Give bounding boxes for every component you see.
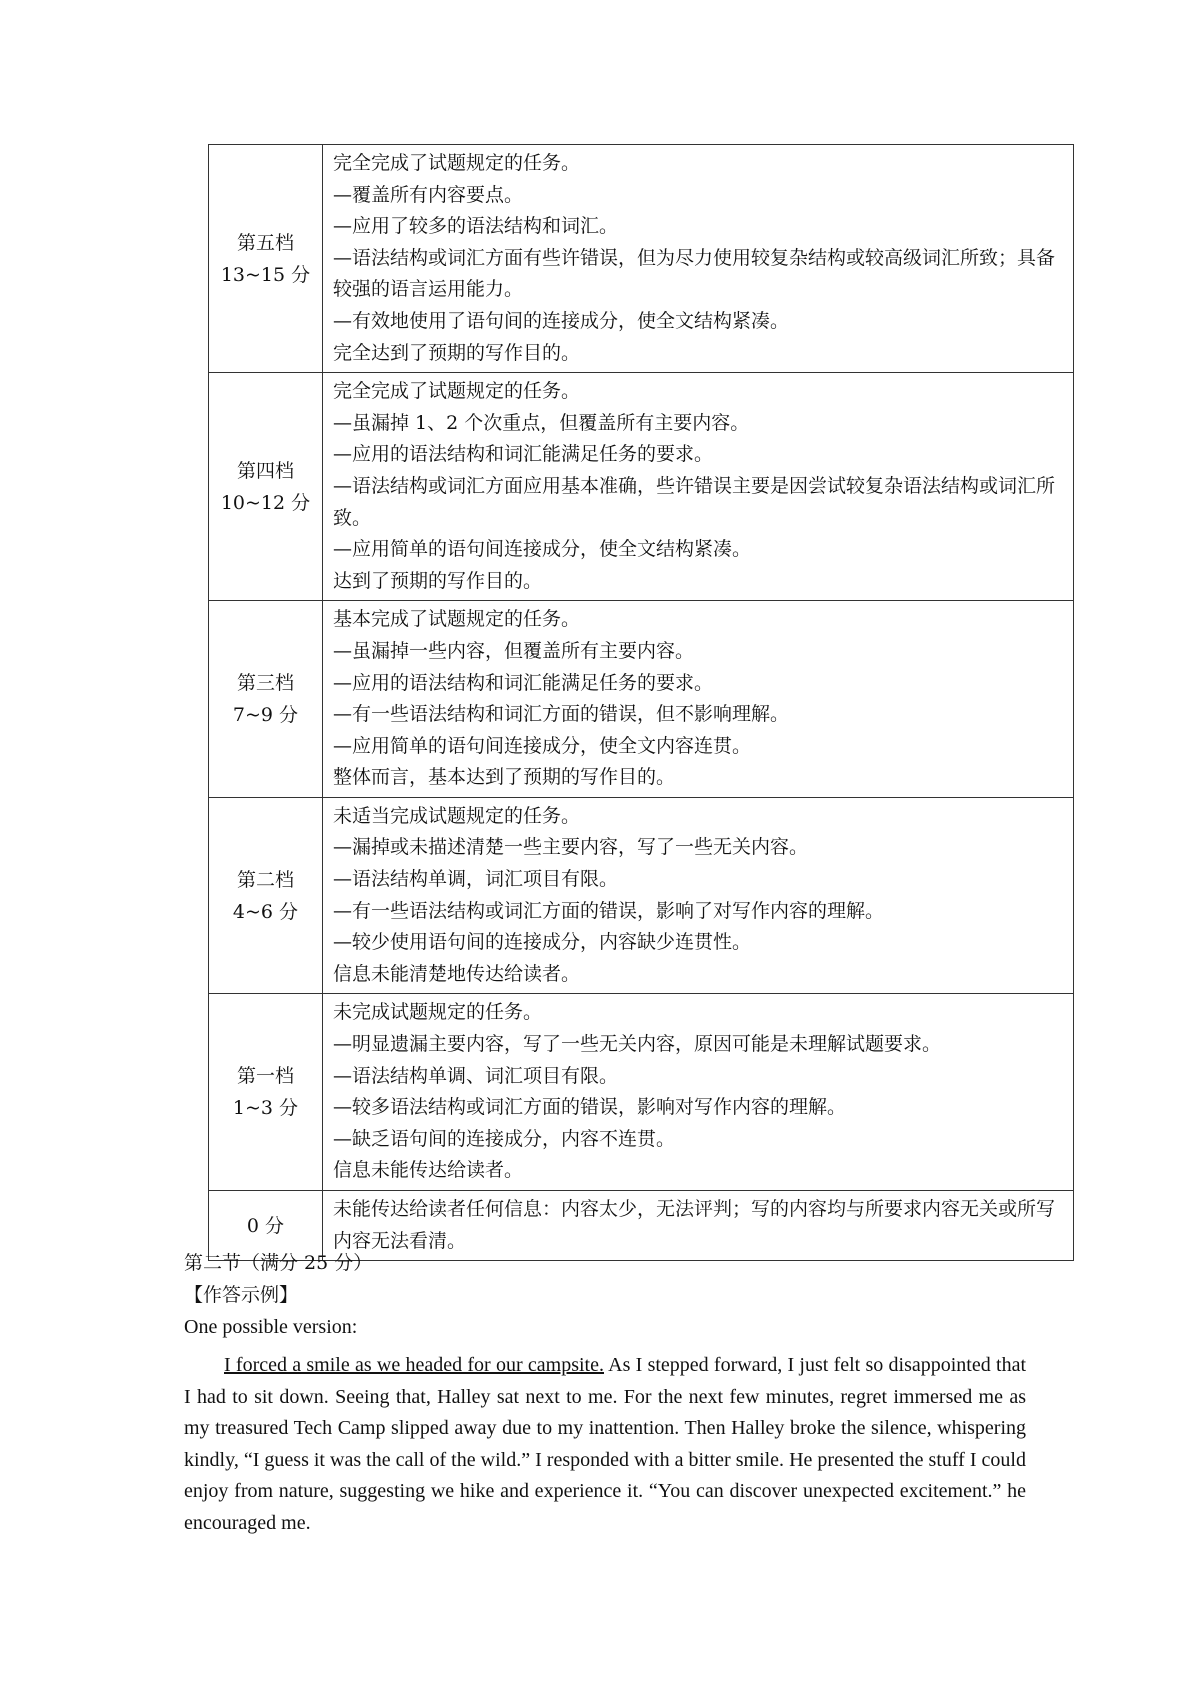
criteria-line: 完全完成了试题规定的任务。	[333, 380, 581, 403]
criteria-line: —语法结构或词汇方面应用基本准确，些许错误主要是因尝试较复杂语法结构或词汇所致。	[333, 474, 1056, 529]
score-band-name: 第四档	[236, 459, 294, 482]
essay-first-sentence: I forced a smile as we headed for our campsite.	[224, 1354, 604, 1376]
criteria-line: —有一些语法结构和词汇方面的错误，但不影响理解。	[333, 703, 790, 726]
score-band-row	[209, 797, 1074, 994]
score-band-range: 4~6 分	[232, 900, 299, 923]
criteria-line: —缺乏语句间的连接成分，内容不连贯。	[333, 1127, 676, 1150]
criteria-line: —语法结构或词汇方面有些许错误，但为尽力使用较复杂结构或较高级词汇所致；具备较强的语言运用能力。	[333, 246, 1056, 301]
criteria-line: 完全完成了试题规定的任务。	[333, 152, 581, 174]
criteria-line: 未适当完成试题规定的任务。	[333, 804, 581, 827]
score-band-name: 第五档	[236, 231, 294, 254]
score-band-name: 第三档	[236, 672, 294, 695]
criteria-line: 达到了预期的写作目的。	[333, 569, 543, 592]
score-band-cell	[209, 601, 323, 798]
score-band-row	[209, 994, 1074, 1191]
score-band-cell	[209, 994, 323, 1191]
criteria-line: —有一些语法结构或词汇方面的错误，影响了对写作内容的理解。	[333, 899, 885, 922]
criteria-cell	[323, 1191, 1074, 1261]
criteria-cell	[323, 601, 1074, 798]
example-label: 【作答示例】	[184, 1284, 299, 1306]
criteria-line: 整体而言，基本达到了预期的写作目的。	[333, 766, 676, 789]
criteria-line: 信息未能清楚地传达给读者。	[333, 962, 581, 985]
score-band-name: 第一档	[236, 1065, 294, 1088]
score-band-cell	[209, 145, 323, 373]
score-band-range: 10~12 分	[220, 491, 311, 514]
criteria-cell	[323, 994, 1074, 1191]
criteria-line: —明显遗漏主要内容，写了一些无关内容，原因可能是未理解试题要求。	[333, 1033, 942, 1056]
score-band-cell	[209, 373, 323, 601]
criteria-cell	[323, 145, 1074, 373]
criteria-cell	[323, 373, 1074, 601]
criteria-line: —应用简单的语句间连接成分，使全文结构紧凑。	[333, 538, 752, 561]
criteria-line: 信息未能传达给读者。	[333, 1159, 524, 1182]
score-band-range: 7~9 分	[232, 704, 299, 727]
score-band-range: 1~3 分	[232, 1097, 299, 1120]
criteria-line: —应用简单的语句间连接成分，使全文内容连贯。	[333, 734, 752, 757]
criteria-line: —虽漏掉一些内容，但覆盖所有主要内容。	[333, 639, 695, 662]
essay-body-text: As I stepped forward, I just felt so disappointed that I had to sit down. Seeing that, Halley sat next to me. For the next few minutes, regret immersed me as my treasured Tech Camp slipped away due to my inattention. Then Halley broke the silence, whispering kindly, “I guess it was the call of the wild.” I responded with a bitter smile. He presented the stuff I could enjoy from nature, suggesting we hike and experience it. “You can discover unexpected excitement.” he encouraged me.	[184, 1354, 1026, 1534]
score-band-row	[209, 601, 1074, 798]
score-band-row	[209, 373, 1074, 601]
score-band-range: 0 分	[246, 1214, 285, 1237]
criteria-line: —虽漏掉 1、2 个次重点，但覆盖所有主要内容。	[333, 411, 750, 434]
criteria-line: 基本完成了试题规定的任务。	[333, 608, 581, 631]
criteria-line: 未完成试题规定的任务。	[333, 1001, 543, 1024]
criteria-line: —应用的语法结构和词汇能满足任务的要求。	[333, 443, 714, 466]
criteria-line: —较多语法结构或词汇方面的错误，影响对写作内容的理解。	[333, 1096, 847, 1119]
criteria-line: 完全达到了预期的写作目的。	[333, 341, 581, 364]
criteria-line: —应用的语法结构和词汇能满足任务的要求。	[333, 671, 714, 694]
criteria-line: —应用了较多的语法结构和词汇。	[333, 215, 619, 238]
criteria-line: —漏掉或未描述清楚一些主要内容，写了一些无关内容。	[333, 836, 809, 859]
essay-paragraph	[184, 1350, 1026, 1540]
scoring-table-body	[209, 145, 1074, 1261]
version-label: One possible version:	[184, 1316, 358, 1338]
criteria-cell	[323, 797, 1074, 994]
criteria-line: —较少使用语句间的连接成分，内容缺少连贯性。	[333, 931, 752, 954]
score-band-row	[209, 145, 1074, 373]
criteria-line: —语法结构单调，词汇项目有限。	[333, 868, 619, 891]
scoring-table	[208, 144, 1074, 1261]
criteria-line: 未能传达给读者任何信息：内容太少，无法评判；写的内容均与所要求内容无关或所写内容无法看清。	[333, 1198, 1056, 1252]
criteria-line: —语法结构单调、词汇项目有限。	[333, 1064, 619, 1087]
criteria-line: —覆盖所有内容要点。	[333, 183, 524, 206]
section-heading: 第二节（满分 25 分）	[184, 1252, 373, 1274]
score-band-cell	[209, 797, 323, 994]
score-band-name: 第二档	[236, 868, 294, 891]
score-band-range: 13~15 分	[220, 263, 311, 286]
criteria-line: —有效地使用了语句间的连接成分，使全文结构紧凑。	[333, 309, 790, 332]
